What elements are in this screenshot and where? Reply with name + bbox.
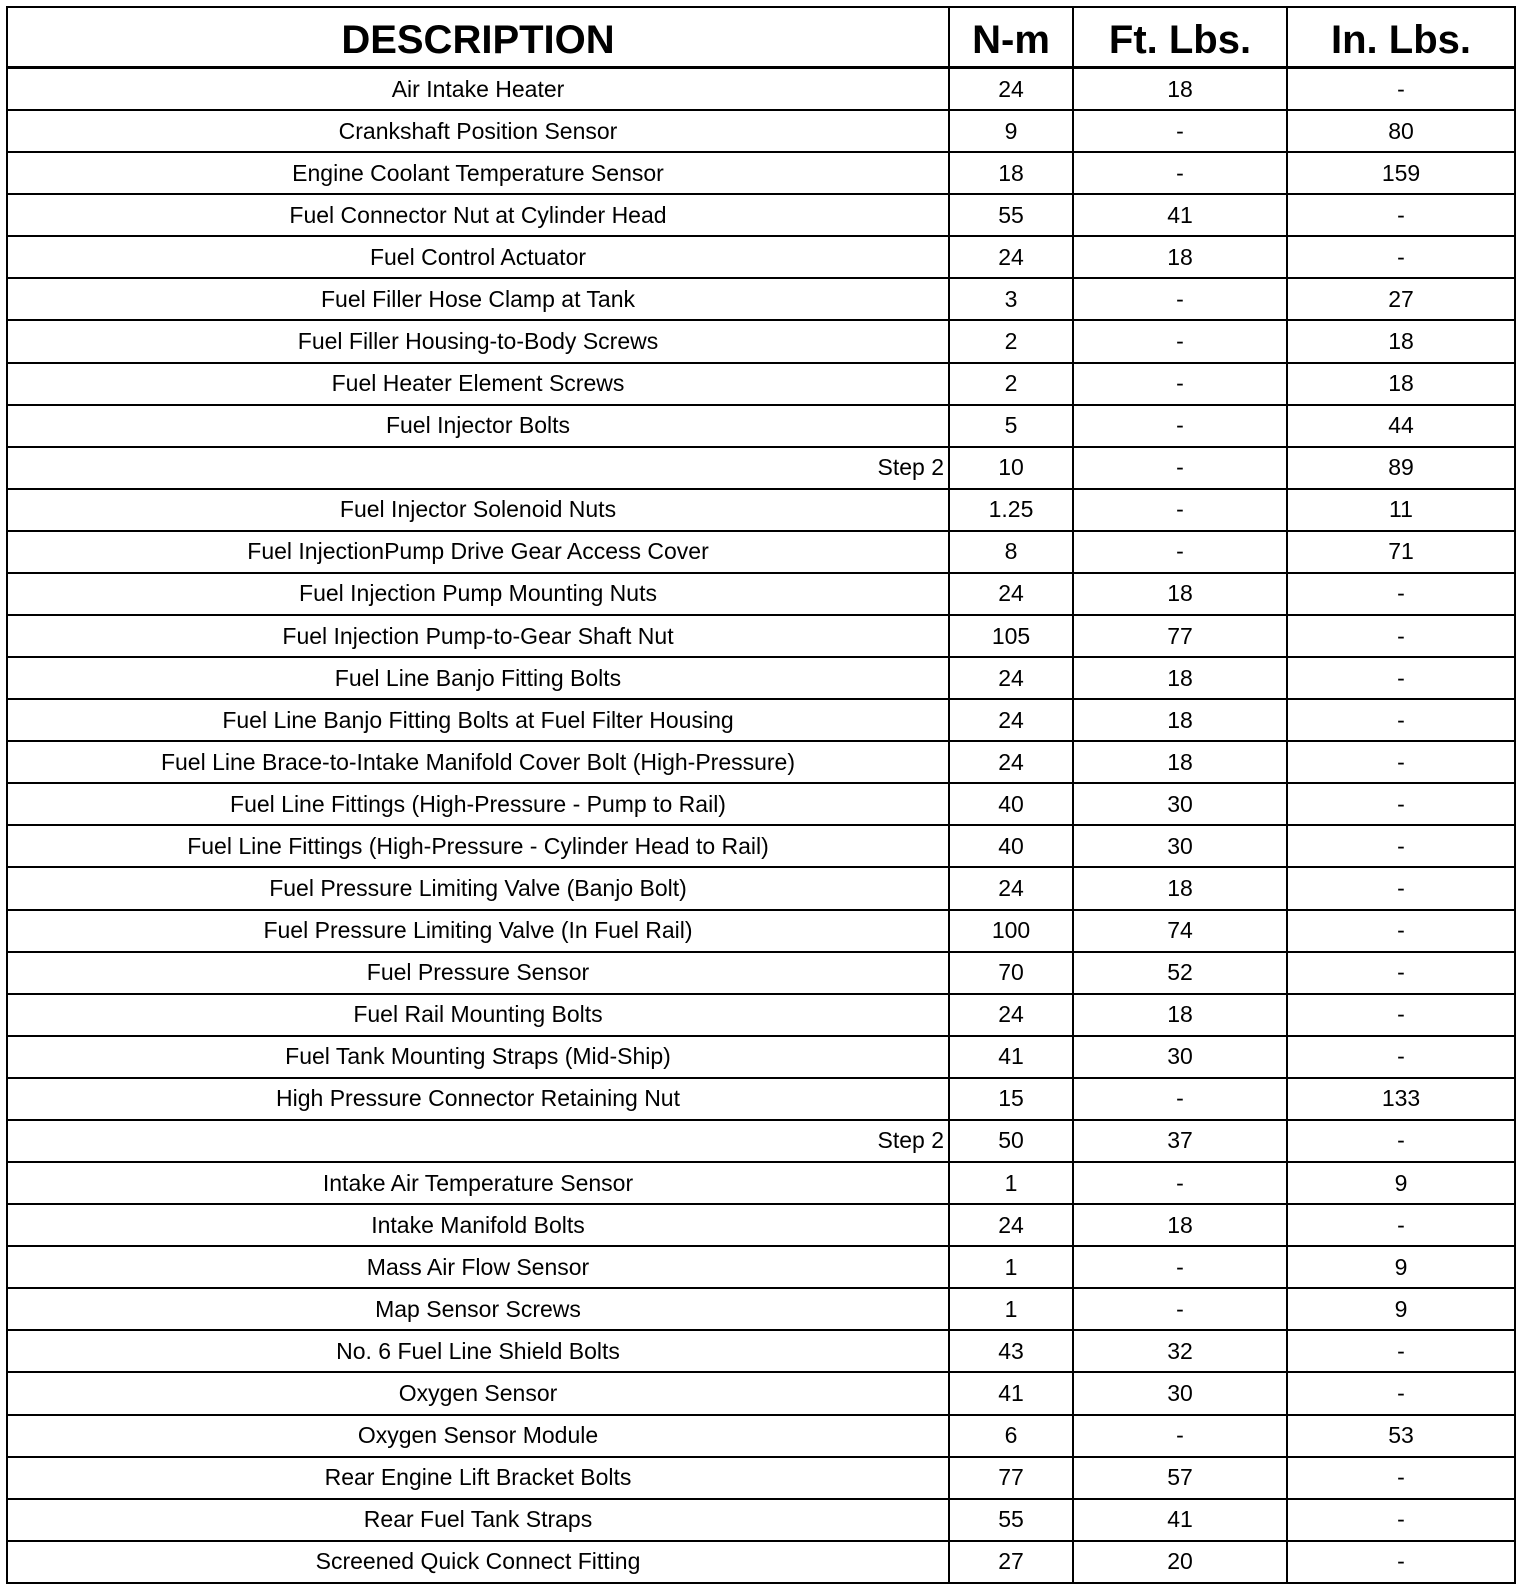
cell-description: Fuel Pressure Limiting Valve (Banjo Bolt) [7, 867, 949, 909]
cell-in-lbs: - [1287, 1204, 1515, 1246]
table-row [7, 152, 1515, 194]
cell-description: Oxygen Sensor [7, 1372, 949, 1414]
cell-nm: 40 [949, 783, 1073, 825]
cell-ft-lbs: 18 [1073, 699, 1287, 741]
cell-nm: 24 [949, 1204, 1073, 1246]
table-row [7, 110, 1515, 152]
table-row [7, 1415, 1515, 1457]
cell-nm: 27 [949, 1541, 1073, 1583]
cell-ft-lbs: 30 [1073, 1036, 1287, 1078]
cell-description: Intake Manifold Bolts [7, 1204, 949, 1246]
table-row [7, 1372, 1515, 1414]
cell-ft-lbs: - [1073, 363, 1287, 405]
cell-nm: 24 [949, 68, 1073, 111]
cell-description: Fuel Filler Hose Clamp at Tank [7, 278, 949, 320]
cell-nm: 10 [949, 447, 1073, 489]
cell-ft-lbs: 57 [1073, 1457, 1287, 1499]
table-row [7, 741, 1515, 783]
cell-ft-lbs: 18 [1073, 741, 1287, 783]
cell-description: Step 2 [7, 447, 949, 489]
torque-spec-table [6, 6, 1516, 1584]
cell-nm: 24 [949, 657, 1073, 699]
table-row [7, 531, 1515, 573]
cell-ft-lbs: - [1073, 1162, 1287, 1204]
cell-in-lbs: 9 [1287, 1162, 1515, 1204]
cell-nm: 40 [949, 825, 1073, 867]
cell-ft-lbs: 52 [1073, 952, 1287, 994]
cell-nm: 55 [949, 1499, 1073, 1541]
cell-in-lbs: 159 [1287, 152, 1515, 194]
cell-nm: 55 [949, 194, 1073, 236]
table-row [7, 1036, 1515, 1078]
table-row [7, 615, 1515, 657]
cell-ft-lbs: 37 [1073, 1120, 1287, 1162]
table-row [7, 910, 1515, 952]
cell-ft-lbs: 77 [1073, 615, 1287, 657]
cell-description: Fuel Filler Housing-to-Body Screws [7, 320, 949, 362]
cell-ft-lbs: - [1073, 447, 1287, 489]
table-row [7, 363, 1515, 405]
cell-ft-lbs: - [1073, 1078, 1287, 1120]
table-row [7, 657, 1515, 699]
cell-nm: 8 [949, 531, 1073, 573]
cell-ft-lbs: 18 [1073, 867, 1287, 909]
cell-nm: 77 [949, 1457, 1073, 1499]
cell-in-lbs: - [1287, 1036, 1515, 1078]
cell-in-lbs: 27 [1287, 278, 1515, 320]
table-row [7, 1078, 1515, 1120]
cell-in-lbs: 89 [1287, 447, 1515, 489]
table-row [7, 1330, 1515, 1372]
cell-in-lbs: 80 [1287, 110, 1515, 152]
cell-description: Fuel Rail Mounting Bolts [7, 994, 949, 1036]
cell-in-lbs: 9 [1287, 1246, 1515, 1288]
cell-ft-lbs: 18 [1073, 68, 1287, 111]
table-body [7, 68, 1515, 1584]
cell-in-lbs: - [1287, 194, 1515, 236]
cell-description: Fuel InjectionPump Drive Gear Access Cover [7, 531, 949, 573]
cell-in-lbs: - [1287, 68, 1515, 111]
cell-ft-lbs: 20 [1073, 1541, 1287, 1583]
table-row [7, 1204, 1515, 1246]
cell-ft-lbs: 41 [1073, 1499, 1287, 1541]
cell-ft-lbs: 18 [1073, 1204, 1287, 1246]
cell-ft-lbs: - [1073, 405, 1287, 447]
cell-in-lbs: - [1287, 1120, 1515, 1162]
cell-ft-lbs: - [1073, 489, 1287, 531]
cell-nm: 15 [949, 1078, 1073, 1120]
cell-description: No. 6 Fuel Line Shield Bolts [7, 1330, 949, 1372]
header-row [7, 7, 1515, 68]
cell-description: Fuel Line Brace-to-Intake Manifold Cover Bolt (High-Pressure) [7, 741, 949, 783]
cell-nm: 1 [949, 1246, 1073, 1288]
cell-nm: 100 [949, 910, 1073, 952]
table-row [7, 320, 1515, 362]
cell-nm: 1 [949, 1162, 1073, 1204]
cell-nm: 1.25 [949, 489, 1073, 531]
cell-nm: 3 [949, 278, 1073, 320]
cell-nm: 70 [949, 952, 1073, 994]
table-row [7, 783, 1515, 825]
cell-in-lbs: - [1287, 910, 1515, 952]
cell-description: Fuel Control Actuator [7, 236, 949, 278]
cell-in-lbs: - [1287, 1457, 1515, 1499]
cell-description: Intake Air Temperature Sensor [7, 1162, 949, 1204]
cell-nm: 105 [949, 615, 1073, 657]
cell-in-lbs: 11 [1287, 489, 1515, 531]
cell-description: Rear Fuel Tank Straps [7, 1499, 949, 1541]
cell-nm: 41 [949, 1036, 1073, 1078]
cell-description: Mass Air Flow Sensor [7, 1246, 949, 1288]
cell-description: Oxygen Sensor Module [7, 1415, 949, 1457]
cell-ft-lbs: - [1073, 1288, 1287, 1330]
cell-description: Fuel Line Fittings (High-Pressure - Cylinder Head to Rail) [7, 825, 949, 867]
cell-description: Fuel Line Fittings (High-Pressure - Pump to Rail) [7, 783, 949, 825]
cell-description: Crankshaft Position Sensor [7, 110, 949, 152]
table-row [7, 1541, 1515, 1583]
cell-nm: 9 [949, 110, 1073, 152]
header-ft-lbs: Ft. Lbs. [1073, 7, 1287, 68]
table-row [7, 68, 1515, 111]
cell-ft-lbs: 30 [1073, 825, 1287, 867]
cell-ft-lbs: 18 [1073, 657, 1287, 699]
cell-nm: 24 [949, 994, 1073, 1036]
cell-in-lbs: - [1287, 236, 1515, 278]
cell-ft-lbs: - [1073, 278, 1287, 320]
cell-description: Engine Coolant Temperature Sensor [7, 152, 949, 194]
cell-in-lbs: - [1287, 615, 1515, 657]
cell-nm: 2 [949, 320, 1073, 362]
cell-in-lbs: 133 [1287, 1078, 1515, 1120]
cell-description: Fuel Injector Bolts [7, 405, 949, 447]
cell-ft-lbs: - [1073, 110, 1287, 152]
cell-in-lbs: - [1287, 867, 1515, 909]
cell-ft-lbs: - [1073, 1415, 1287, 1457]
cell-in-lbs: - [1287, 783, 1515, 825]
cell-description: Fuel Pressure Limiting Valve (In Fuel Rail) [7, 910, 949, 952]
cell-in-lbs: - [1287, 1499, 1515, 1541]
cell-in-lbs: - [1287, 1541, 1515, 1583]
cell-in-lbs: - [1287, 741, 1515, 783]
cell-in-lbs: 18 [1287, 363, 1515, 405]
cell-description: Fuel Pressure Sensor [7, 952, 949, 994]
table-row [7, 952, 1515, 994]
cell-in-lbs: - [1287, 657, 1515, 699]
cell-nm: 41 [949, 1372, 1073, 1414]
cell-in-lbs: - [1287, 952, 1515, 994]
cell-description: Fuel Connector Nut at Cylinder Head [7, 194, 949, 236]
cell-ft-lbs: - [1073, 152, 1287, 194]
table-row [7, 573, 1515, 615]
cell-ft-lbs: 18 [1073, 236, 1287, 278]
cell-ft-lbs: 30 [1073, 1372, 1287, 1414]
cell-description: Step 2 [7, 1120, 949, 1162]
cell-ft-lbs: 18 [1073, 573, 1287, 615]
table-row [7, 825, 1515, 867]
table-row [7, 699, 1515, 741]
cell-nm: 5 [949, 405, 1073, 447]
cell-description: Fuel Injection Pump Mounting Nuts [7, 573, 949, 615]
cell-in-lbs: 9 [1287, 1288, 1515, 1330]
table-row [7, 1288, 1515, 1330]
cell-description: Air Intake Heater [7, 68, 949, 111]
cell-description: Rear Engine Lift Bracket Bolts [7, 1457, 949, 1499]
cell-in-lbs: - [1287, 825, 1515, 867]
cell-description: Fuel Injector Solenoid Nuts [7, 489, 949, 531]
cell-in-lbs: 44 [1287, 405, 1515, 447]
cell-nm: 43 [949, 1330, 1073, 1372]
cell-nm: 2 [949, 363, 1073, 405]
cell-description: High Pressure Connector Retaining Nut [7, 1078, 949, 1120]
table-row [7, 994, 1515, 1036]
header-in-lbs: In. Lbs. [1287, 7, 1515, 68]
table-row [7, 489, 1515, 531]
cell-description: Fuel Line Banjo Fitting Bolts at Fuel Filter Housing [7, 699, 949, 741]
cell-ft-lbs: 18 [1073, 994, 1287, 1036]
cell-description: Fuel Tank Mounting Straps (Mid-Ship) [7, 1036, 949, 1078]
cell-description: Fuel Heater Element Screws [7, 363, 949, 405]
table-row [7, 194, 1515, 236]
cell-nm: 24 [949, 741, 1073, 783]
table-row [7, 1246, 1515, 1288]
cell-in-lbs: - [1287, 1372, 1515, 1414]
cell-ft-lbs: - [1073, 1246, 1287, 1288]
cell-nm: 50 [949, 1120, 1073, 1162]
cell-in-lbs: 18 [1287, 320, 1515, 362]
cell-ft-lbs: 30 [1073, 783, 1287, 825]
cell-in-lbs: - [1287, 573, 1515, 615]
header-nm: N-m [949, 7, 1073, 68]
cell-in-lbs: - [1287, 994, 1515, 1036]
header-description: DESCRIPTION [7, 7, 949, 68]
cell-ft-lbs: 74 [1073, 910, 1287, 952]
cell-in-lbs: - [1287, 1330, 1515, 1372]
cell-description: Screened Quick Connect Fitting [7, 1541, 949, 1583]
cell-nm: 24 [949, 236, 1073, 278]
cell-ft-lbs: - [1073, 531, 1287, 573]
table-row [7, 1499, 1515, 1541]
cell-ft-lbs: 32 [1073, 1330, 1287, 1372]
cell-description: Map Sensor Screws [7, 1288, 949, 1330]
table-row [7, 278, 1515, 320]
cell-description: Fuel Line Banjo Fitting Bolts [7, 657, 949, 699]
cell-nm: 24 [949, 867, 1073, 909]
table-row [7, 236, 1515, 278]
table-row [7, 1457, 1515, 1499]
cell-nm: 24 [949, 699, 1073, 741]
cell-nm: 1 [949, 1288, 1073, 1330]
cell-nm: 6 [949, 1415, 1073, 1457]
cell-in-lbs: - [1287, 699, 1515, 741]
cell-in-lbs: 53 [1287, 1415, 1515, 1457]
table-row [7, 405, 1515, 447]
cell-nm: 18 [949, 152, 1073, 194]
cell-ft-lbs: 41 [1073, 194, 1287, 236]
table-row [7, 447, 1515, 489]
table-row [7, 867, 1515, 909]
cell-ft-lbs: - [1073, 320, 1287, 362]
cell-nm: 24 [949, 573, 1073, 615]
cell-in-lbs: 71 [1287, 531, 1515, 573]
table-row [7, 1162, 1515, 1204]
table-row [7, 1120, 1515, 1162]
cell-description: Fuel Injection Pump-to-Gear Shaft Nut [7, 615, 949, 657]
